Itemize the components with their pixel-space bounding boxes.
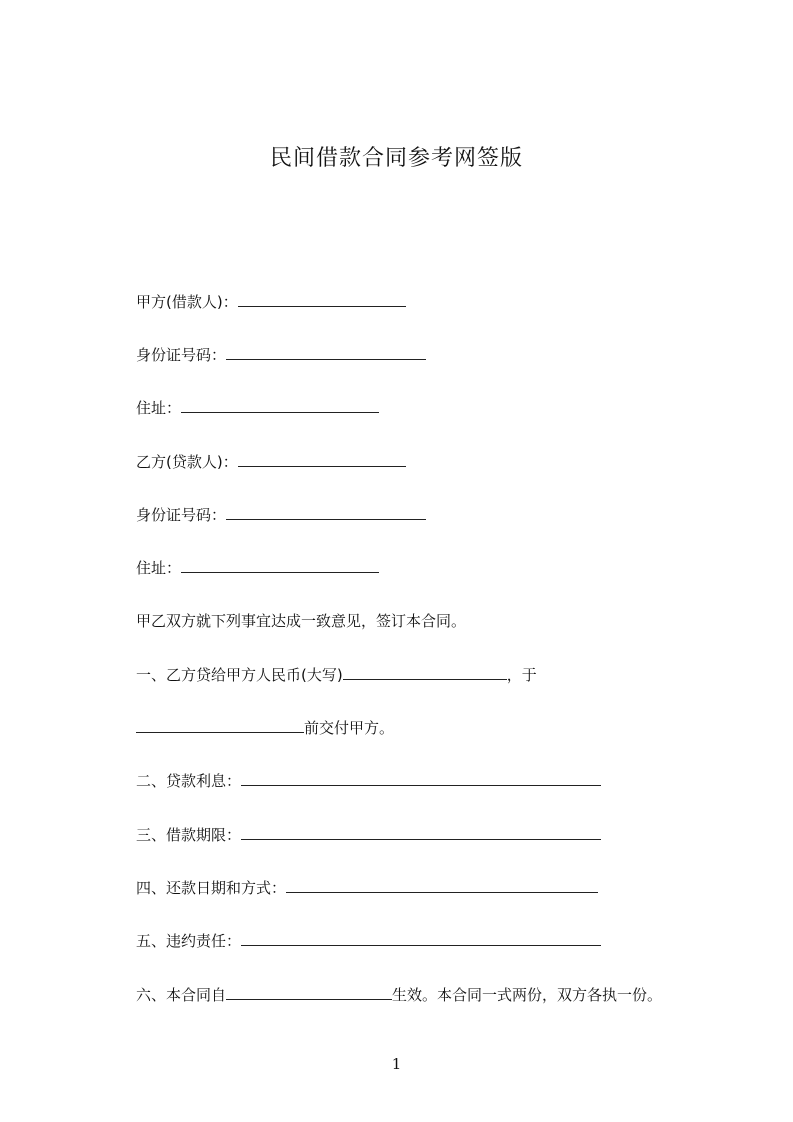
party-b-line [136, 452, 406, 472]
effective-date-blank[interactable] [226, 985, 392, 1000]
party-a-id-blank[interactable] [226, 345, 426, 360]
clause-4-label: 四、还款日期和方式： [136, 879, 287, 897]
party-a-id-label: 身份证号码： [136, 346, 227, 364]
party-b-id-label: 身份证号码： [136, 506, 227, 524]
party-a-id-line [136, 345, 426, 365]
party-a-address-label: 住址： [136, 399, 182, 417]
clause-1-suffix: 前交付甲方。 [304, 719, 395, 737]
party-a-address-line [136, 398, 379, 418]
clause-5-line [136, 931, 601, 951]
party-a-blank[interactable] [238, 292, 406, 307]
clause-1-mid: ，于 [506, 666, 537, 684]
clause-1-prefix: 一、乙方贷给甲方人民币(大写) [136, 666, 343, 684]
delivery-date-blank[interactable] [136, 718, 304, 733]
repayment-blank[interactable] [286, 878, 598, 893]
amount-blank[interactable] [343, 665, 507, 680]
clause-2-label: 二、贷款利息： [136, 772, 242, 790]
clause-3-line [136, 825, 601, 845]
party-b-label: 乙方(贷款人)： [136, 453, 238, 471]
term-blank[interactable] [241, 825, 601, 840]
document-title: 民间借款合同参考网签版 [269, 146, 523, 171]
clause-6-prefix: 六、本合同自 [136, 986, 227, 1004]
page-number: 1 [391, 1055, 402, 1073]
party-a-line [136, 292, 406, 312]
party-b-id-line [136, 505, 426, 525]
clause-4-line [136, 878, 598, 898]
liability-blank[interactable] [241, 931, 601, 946]
clause-6-suffix: 生效。本合同一式两份，双方各执一份。 [392, 986, 663, 1004]
party-a-address-blank[interactable] [181, 398, 379, 413]
clause-2-line [136, 771, 601, 791]
clause-3-label: 三、借款期限： [136, 826, 242, 844]
clause-5-label: 五、违约责任： [136, 932, 242, 950]
interest-blank[interactable] [241, 771, 601, 786]
clause-1-line [136, 665, 537, 685]
intro-paragraph: 甲乙双方就下列事宜达成一致意见，签订本合同。 [136, 612, 467, 630]
party-b-blank[interactable] [238, 452, 406, 467]
clause-1-continued [136, 718, 394, 738]
party-b-id-blank[interactable] [226, 505, 426, 520]
party-a-label: 甲方(借款人)： [136, 293, 238, 311]
party-b-address-blank[interactable] [181, 558, 379, 573]
clause-6-line [136, 985, 662, 1005]
party-b-address-line [136, 558, 379, 578]
party-b-address-label: 住址： [136, 559, 182, 577]
